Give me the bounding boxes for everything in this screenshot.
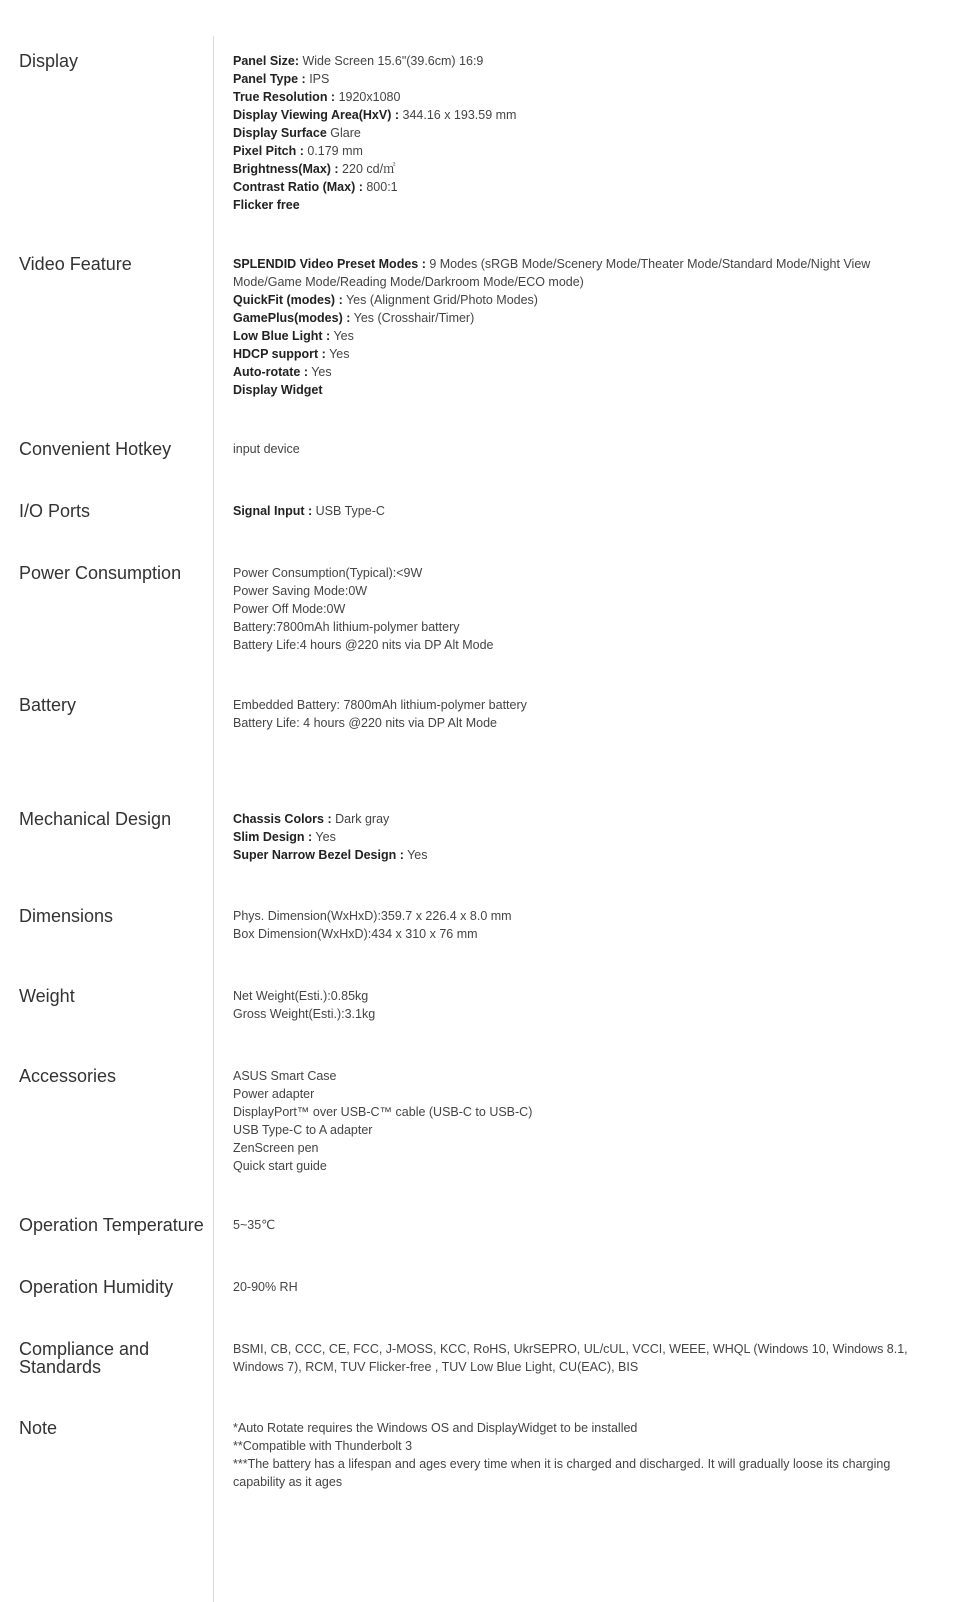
spec-line	[233, 1340, 923, 1376]
spec-label: Video Feature	[19, 254, 132, 274]
spec-line	[233, 160, 923, 178]
spec-key: Brightness(Max) :	[233, 162, 339, 176]
spec-key: SPLENDID Video Preset Modes :	[233, 257, 426, 271]
spec-label: Note	[19, 1418, 58, 1438]
spec-line	[233, 987, 923, 1005]
spec-value: *Auto Rotate requires the Windows OS and DisplayWidget to be installed	[233, 1421, 638, 1435]
spec-line	[233, 925, 923, 943]
spec-value: Power Saving Mode:0W	[233, 584, 368, 598]
spec-label: Weight	[19, 986, 75, 1006]
spec-line	[233, 1067, 923, 1085]
spec-label: Operation Temperature	[19, 1215, 204, 1235]
spec-content	[233, 987, 923, 1023]
spec-content	[233, 1278, 923, 1296]
spec-value: **Compatible with Thunderbolt 3	[233, 1439, 413, 1453]
spec-line	[233, 440, 923, 458]
spec-line	[233, 88, 923, 106]
spec-label: Compliance and Standards	[19, 1339, 150, 1377]
spec-key: Contrast Ratio (Max) :	[233, 180, 363, 194]
spec-value: Power Off Mode:0W	[233, 602, 346, 616]
spec-key: QuickFit (modes) :	[233, 293, 343, 307]
spec-label: Display	[19, 51, 79, 71]
spec-value: Glare	[326, 126, 361, 140]
spec-content	[233, 52, 923, 214]
spec-content	[233, 440, 923, 458]
spec-value: Yes	[330, 329, 354, 343]
spec-key: Low Blue Light :	[233, 329, 331, 343]
spec-content	[233, 1216, 923, 1234]
spec-value: 9 Modes (sRGB Mode/Scenery Mode/Theater Mode/Standard Mode/Night View Mode/Game Mode/Reading Mode/Darkroom Mode/ECO mode)	[233, 257, 871, 289]
spec-line	[233, 846, 923, 864]
spec-key: GamePlus(modes) :	[233, 311, 351, 325]
spec-line	[233, 714, 923, 732]
spec-line	[233, 828, 923, 846]
column-divider	[213, 36, 214, 1602]
spec-key: Chassis Colors :	[233, 812, 332, 826]
spec-key: Super Narrow Bezel Design :	[233, 848, 404, 862]
spec-line	[233, 1437, 923, 1455]
spec-line	[233, 1216, 923, 1234]
spec-value: USB Type-C to A adapter	[233, 1123, 373, 1137]
spec-value: Dark gray	[331, 812, 390, 826]
spec-key: Pixel Pitch :	[233, 144, 304, 158]
spec-line	[233, 618, 923, 636]
spec-value: DisplayPort™ over USB-C™ cable (USB-C to USB-C)	[233, 1105, 533, 1119]
spec-value: Battery Life:4 hours @220 nits via DP Alt Mode	[233, 638, 494, 652]
spec-line	[233, 600, 923, 618]
spec-label: Convenient Hotkey	[19, 439, 172, 459]
spec-content	[233, 502, 923, 520]
spec-value: Net Weight(Esti.):0.85kg	[233, 989, 369, 1003]
spec-label: Battery	[19, 695, 77, 715]
spec-value: Embedded Battery: 7800mAh lithium-polymer battery	[233, 698, 527, 712]
spec-value: USB Type-C	[312, 504, 385, 518]
spec-label: Power Consumption	[19, 563, 182, 583]
spec-content	[233, 907, 923, 943]
spec-value: Gross Weight(Esti.):3.1kg	[233, 1007, 376, 1021]
spec-line	[233, 178, 923, 196]
spec-value: ZenScreen pen	[233, 1141, 319, 1155]
spec-line	[233, 564, 923, 582]
spec-line	[233, 1085, 923, 1103]
spec-value: 800:1	[362, 180, 398, 194]
spec-value: BSMI, CB, CCC, CE, FCC, J-MOSS, KCC, RoHS, UkrSEPRO, UL/cUL, VCCI, WEEE, WHQL (Windows 10, Windows 8.1, Windows 7), RCM, TUV Flicker-free , TUV Low Blue Light, CU(EAC), BIS	[233, 1342, 908, 1374]
spec-key: Signal Input :	[233, 504, 313, 518]
spec-line	[233, 52, 923, 70]
spec-key: Panel Size:	[233, 54, 299, 68]
spec-content	[233, 810, 923, 864]
spec-line	[233, 70, 923, 88]
spec-value: Yes	[308, 365, 332, 379]
spec-value: Quick start guide	[233, 1159, 327, 1173]
spec-line	[233, 696, 923, 714]
spec-line	[233, 1103, 923, 1121]
spec-line	[233, 1121, 923, 1139]
spec-value: Yes	[403, 848, 428, 862]
spec-content	[233, 564, 923, 654]
spec-label: I/O Ports	[19, 501, 91, 521]
spec-value: input device	[233, 442, 300, 456]
spec-line	[233, 1005, 923, 1023]
spec-value: ***The battery has a lifespan and ages every time when it is charged and discharged. It will gradually loose its charging capability as it ages	[233, 1457, 891, 1489]
spec-line	[233, 196, 923, 214]
spec-key: Display Viewing Area(HxV) :	[233, 108, 400, 122]
spec-label: Operation Humidity	[19, 1277, 174, 1297]
spec-value: 344.16 x 193.59 mm	[399, 108, 517, 122]
spec-line	[233, 291, 923, 309]
spec-line	[233, 502, 923, 520]
spec-line	[233, 582, 923, 600]
spec-value: Yes	[312, 830, 336, 844]
spec-value: Power Consumption(Typical):<9W	[233, 566, 423, 580]
spec-line	[233, 1139, 923, 1157]
spec-key: HDCP support :	[233, 347, 326, 361]
spec-line	[233, 327, 923, 345]
spec-key: Panel Type :	[233, 72, 306, 86]
spec-value: Phys. Dimension(WxHxD):359.7 x 226.4 x 8.0 mm	[233, 909, 512, 923]
spec-value: 20-90% RH	[233, 1280, 298, 1294]
spec-line	[233, 810, 923, 828]
spec-value: 5~35℃	[233, 1218, 276, 1232]
spec-line	[233, 636, 923, 654]
spec-value: IPS	[305, 72, 330, 86]
spec-line	[233, 124, 923, 142]
spec-value: Yes (Alignment Grid/Photo Modes)	[342, 293, 538, 307]
spec-label: Mechanical Design	[19, 809, 172, 829]
spec-value: 0.179 mm	[303, 144, 363, 158]
spec-value: Box Dimension(WxHxD):434 x 310 x 76 mm	[233, 927, 478, 941]
spec-key: Flicker free	[233, 198, 300, 212]
spec-content	[233, 1067, 923, 1175]
spec-line	[233, 309, 923, 327]
spec-value: Yes	[325, 347, 350, 361]
spec-line	[233, 907, 923, 925]
spec-line	[233, 1278, 923, 1296]
spec-key: Display Widget	[233, 383, 323, 397]
spec-line	[233, 363, 923, 381]
spec-value: Battery:7800mAh lithium-polymer battery	[233, 620, 460, 634]
spec-value: Battery Life: 4 hours @220 nits via DP Alt Mode	[233, 716, 497, 730]
spec-key: Auto-rotate :	[233, 365, 308, 379]
spec-content	[233, 1340, 923, 1376]
spec-value: 220 cd/㎡	[338, 162, 396, 176]
spec-line	[233, 381, 923, 399]
spec-value: 1920x1080	[335, 90, 401, 104]
spec-content	[233, 255, 923, 399]
spec-value: Wide Screen 15.6"(39.6cm) 16:9	[299, 54, 484, 68]
spec-line	[233, 1455, 923, 1491]
spec-line	[233, 106, 923, 124]
spec-value: Yes (Crosshair/Timer)	[350, 311, 475, 325]
spec-label: Dimensions	[19, 906, 114, 926]
spec-line	[233, 1157, 923, 1175]
spec-line	[233, 1419, 923, 1437]
spec-key: True Resolution :	[233, 90, 336, 104]
spec-value: Power adapter	[233, 1087, 315, 1101]
spec-key: Slim Design :	[233, 830, 313, 844]
spec-key: Display Surface	[233, 126, 327, 140]
spec-line	[233, 345, 923, 363]
spec-content	[233, 1419, 923, 1491]
spec-content	[233, 696, 923, 732]
spec-label: Accessories	[19, 1066, 117, 1086]
spec-line	[233, 255, 923, 291]
spec-line	[233, 142, 923, 160]
spec-value: ASUS Smart Case	[233, 1069, 337, 1083]
